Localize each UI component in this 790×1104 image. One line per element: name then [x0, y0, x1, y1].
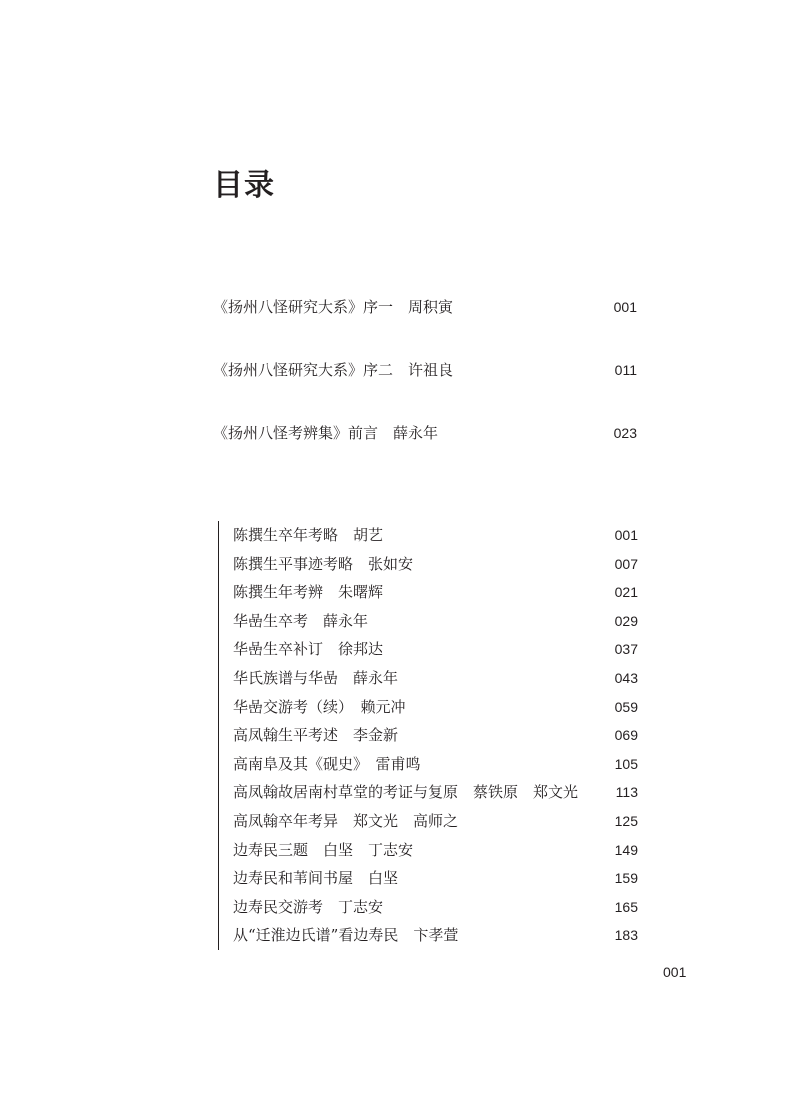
toc-entry-page: 001: [613, 299, 637, 315]
toc-entry-page: 165: [614, 898, 638, 915]
toc-entry-title: 华氏族谱与华嵒 薛永年: [233, 668, 399, 687]
toc-entry-title: 边寿民交游考 丁志安: [233, 897, 384, 916]
toc-entry-title: 高南阜及其《砚史》 雷甫鸣: [233, 754, 421, 773]
toc-entry[interactable]: [219, 578, 639, 607]
preface-list: [213, 292, 637, 481]
toc-entry-page: 183: [614, 927, 638, 944]
toc-entry-page: 105: [614, 755, 638, 772]
toc-entry[interactable]: [219, 607, 639, 636]
toc-entry-page: 043: [614, 669, 638, 686]
toc-entry-page: 011: [614, 362, 637, 378]
toc-entry-page: 113: [615, 784, 638, 801]
toc-entry-title: 高凤翰故居南村草堂的考证与复原 蔡铁原 郑文光: [233, 783, 579, 802]
toc-entry[interactable]: [219, 836, 639, 865]
toc-entry-page: 037: [614, 641, 638, 658]
toc-entry[interactable]: [213, 355, 637, 418]
toc-entry[interactable]: [219, 778, 639, 807]
toc-entry-page: 069: [614, 727, 638, 744]
toc-entry-title: 陈撰生平事迹考略 张如安: [233, 554, 414, 573]
toc-entry-title: 高凤翰卒年考异 郑文光 高师之: [233, 811, 459, 830]
toc-entry-page: 149: [614, 841, 638, 858]
toc-entry-page: 007: [614, 555, 638, 572]
toc-entry[interactable]: [219, 721, 639, 750]
toc-entry-page: 029: [614, 612, 638, 629]
toc-entry-page: 059: [614, 698, 638, 715]
toc-entry[interactable]: [219, 750, 639, 779]
toc-entry[interactable]: [219, 550, 639, 579]
toc-entry[interactable]: [213, 418, 637, 481]
toc-entry[interactable]: [219, 807, 639, 836]
toc-entry-title: 高凤翰生平考述 李金新: [233, 726, 399, 745]
toc-entry-page: 159: [614, 870, 638, 887]
toc-entry[interactable]: [219, 693, 639, 722]
toc-entry-title: 华嵒生卒考 薛永年: [233, 611, 369, 630]
toc-entry-page: 021: [614, 584, 638, 601]
toc-entry[interactable]: [219, 521, 639, 550]
article-list: [218, 521, 639, 950]
toc-entry-title: 陈撰生年考辨 朱曙辉: [233, 583, 384, 602]
toc-entry[interactable]: [213, 292, 637, 355]
toc-entry[interactable]: [219, 921, 639, 950]
toc-entry[interactable]: [219, 635, 639, 664]
toc-entry-title: 《扬州八怪考辨集》前言 薛永年: [213, 424, 439, 442]
toc-entry[interactable]: [219, 664, 639, 693]
toc-entry[interactable]: [219, 864, 639, 893]
toc-entry-title: 华嵒生卒补订 徐邦达: [233, 640, 384, 659]
page-number: 001: [663, 964, 687, 980]
toc-entry-title: 陈撰生卒年考略 胡艺: [233, 526, 384, 544]
toc-entry-title: 《扬州八怪研究大系》序二 许祖良: [213, 361, 454, 379]
toc-entry-title: 从“迁淮边氏谱”看边寿民 卞孝萱: [233, 926, 459, 945]
toc-entry-title: 华嵒交游考（续） 赖元冲: [233, 697, 406, 716]
toc-entry-title: 边寿民三题 白坚 丁志安: [233, 840, 414, 859]
toc-entry-page: 023: [613, 425, 637, 441]
toc-entry-title: 边寿民和苇间书屋 白坚: [233, 869, 399, 888]
toc-entry-title: 《扬州八怪研究大系》序一 周积寅: [213, 298, 454, 316]
page-title: 目录: [213, 168, 275, 203]
toc-entry-page: 125: [614, 812, 638, 829]
toc-entry[interactable]: [219, 893, 639, 922]
toc-entry-page: 001: [614, 527, 638, 543]
